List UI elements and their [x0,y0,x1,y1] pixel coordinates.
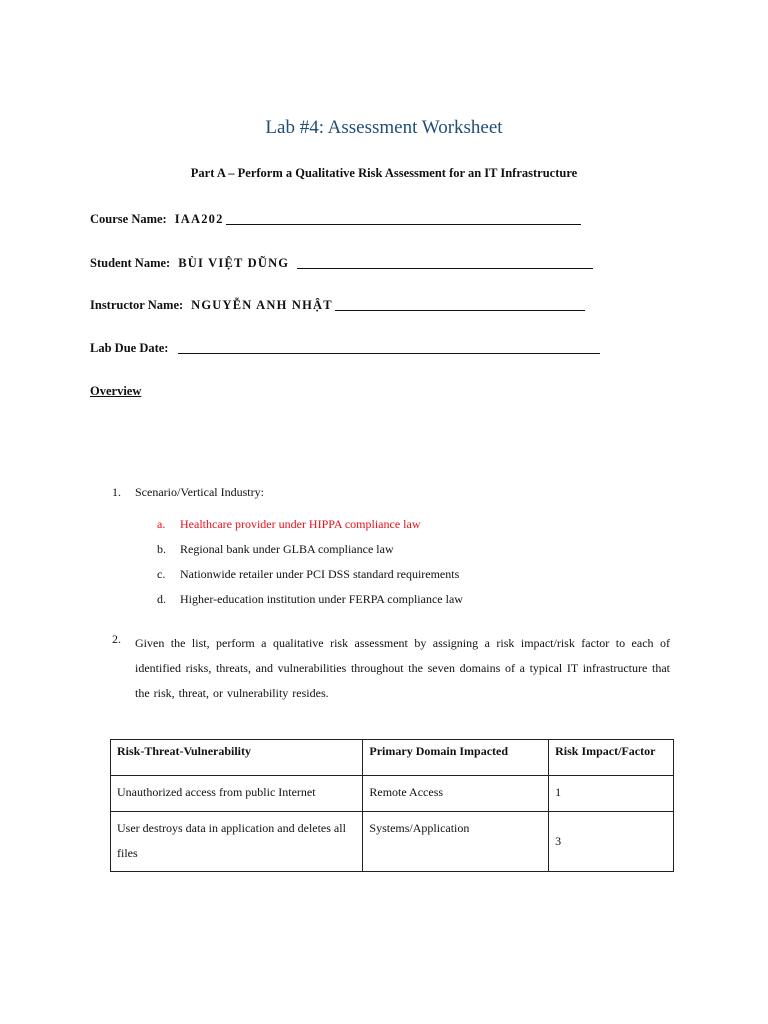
student-name-underline [297,267,593,269]
table-cell-domain: Remote Access [363,776,549,812]
instructor-name-value: NGUYỄN ANH NHẬT [191,298,333,312]
header-primary-domain: Primary Domain Impacted [363,740,549,776]
instructor-name-field [90,298,585,313]
table-cell-risk: User destroys data in application and deletes all files [111,812,363,872]
header-risk-impact: Risk Impact/Factor [549,740,674,776]
table-header-row [111,740,674,776]
option-a-letter: a. [157,517,166,531]
option-a-text: Healthcare provider under HIPPA compliance law [180,517,421,531]
option-c-letter: c. [157,567,166,581]
option-c-text: Nationwide retailer under PCI DSS standard requirements [180,567,460,581]
course-name-field [90,212,581,227]
item-1-text: Scenario/Vertical Industry: [135,485,264,499]
item-2-paragraph: Given the list, perform a qualitative risk assessment by assigning a risk impact/risk factor to each of identified risks, threats, and vulnerabilities throughout the seven domains of a typical IT infrastructure that the risk, threat, or vulnerability resides. [135,636,670,700]
lab-due-date-label: Lab Due Date: [90,341,169,355]
student-name-field [90,256,593,271]
student-name-value: BÙI VIỆT DŨNG [178,256,290,270]
option-d-text: Higher-education institution under FERPA compliance law [180,592,463,606]
table-cell-risk: Unauthorized access from public Internet [111,776,363,812]
risk-assessment-table [110,739,674,872]
course-name-underline [226,223,581,225]
option-b-letter: b. [157,542,166,556]
lab-due-date-underline [178,352,600,354]
table-cell-impact: 3 [549,812,674,872]
overview-heading: Overview [90,384,142,398]
table-cell-domain: Systems/Application [363,812,549,872]
student-name-label: Student Name: [90,256,171,270]
table-cell-impact: 1 [549,776,674,812]
lab-due-date-field [90,341,600,356]
option-b-text: Regional bank under GLBA compliance law [180,542,394,556]
option-d-letter: d. [157,592,166,606]
page-title: Lab #4: Assessment Worksheet [265,117,503,138]
course-name-value: IAA202 [174,212,224,226]
table-row [111,776,674,812]
header-risk-threat-vulnerability: Risk-Threat-Vulnerability [111,740,363,776]
item-2-number: 2. [112,632,121,646]
instructor-name-label: Instructor Name: [90,298,184,312]
instructor-name-underline [335,309,585,311]
course-name-label: Course Name: [90,212,167,226]
page-subtitle: Part A – Perform a Qualitative Risk Assessment for an IT Infrastructure [190,166,578,180]
table-row [111,812,674,872]
item-1-number: 1. [112,485,121,499]
